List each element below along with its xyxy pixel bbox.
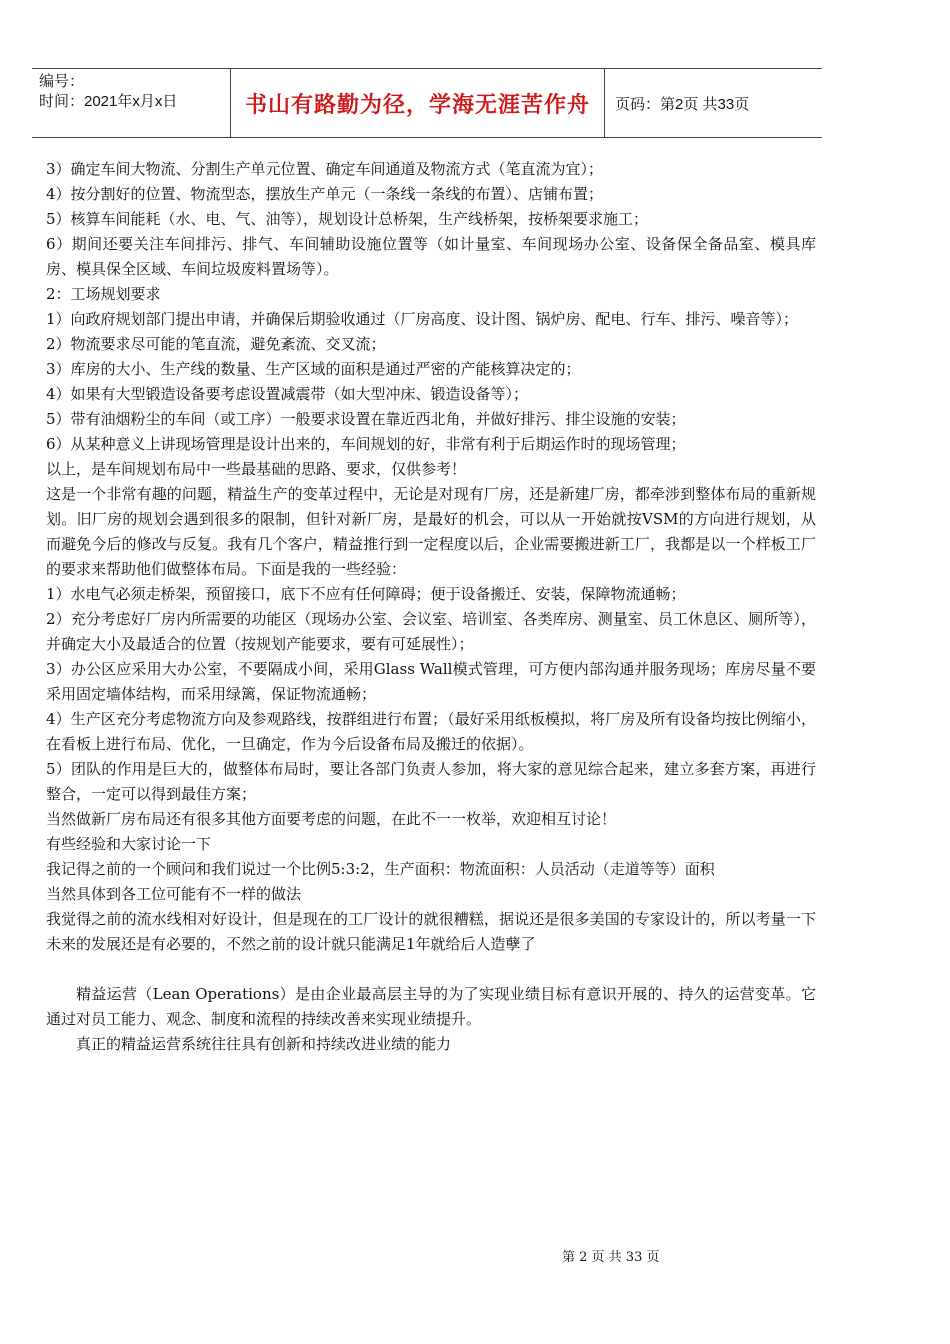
body-paragraph: 3）库房的大小、生产线的数量、生产区域的面积是通过严密的产能核算决定的； bbox=[46, 360, 581, 378]
body-paragraph: 6）期间还要关注车间排污、排气、车间辅助设施位置等（如计量室、车间现场办公室、设备保全备品室、模具库房、模具保全区域、车间垃圾废料置场等）。 bbox=[46, 235, 816, 278]
body-paragraph: 这是一个非常有趣的问题，精益生产的变革过程中，无论是对现有厂房，还是新建厂房，都牵涉到整体布局的重新规划。旧厂房的规划会遇到很多的限制，但针对新厂房，是最好的机会，可以从一开始就按VSM的方向进行规划，从而避免今后的修改与反复。我有几个客户，精益推行到一定程度以后，企业需要搬进新工厂，我都是以一个样板工厂的要求来帮助他们做整体布局。下面是我的一些经验： bbox=[46, 485, 816, 578]
section-heading: 2：工场规划要求 bbox=[46, 285, 161, 303]
document-number-label: 编号： bbox=[39, 73, 85, 90]
body-paragraph: 我记得之前的一个顾问和我们说过一个比例5:3:2，生产面积：物流面积：人员活动（走道等等）面积 bbox=[46, 860, 715, 878]
body-paragraph: 当然具体到各工位可能有不一样的做法 bbox=[46, 885, 302, 903]
body-paragraph: 有些经验和大家讨论一下 bbox=[46, 835, 212, 853]
body-paragraph: 3）办公区应采用大办公室，不要隔成小间，采用Glass Wall模式管理，可方便内部沟通并服务现场；库房尽量不要采用固定墙体结构，而采用绿篱，保证物流通畅； bbox=[46, 660, 816, 703]
document-body bbox=[46, 157, 816, 1057]
footer-page-number: 第 2 页 共 33 页 bbox=[562, 1250, 660, 1265]
body-paragraph: 2）充分考虑好厂房内所需要的功能区（现场办公室、会议室、培训室、各类库房、测量室、员工休息区、厕所等），并确定大小及最适合的位置（按规划产能要求，要有可延展性）； bbox=[46, 610, 816, 653]
body-paragraph: 1）水电气必须走桥架，预留接口，底下不应有任何障碍；便于设备搬迁、安装，保障物流通畅； bbox=[46, 585, 686, 603]
header-page-number: 页码：第2页 共33页 bbox=[615, 95, 750, 113]
body-paragraph: 以上，是车间规划布局中一些最基础的思路、要求，仅供参考！ bbox=[46, 460, 467, 478]
closing-paragraph: 真正的精益运营系统往往具有创新和持续改进业绩的能力 bbox=[76, 1035, 452, 1053]
body-paragraph: 3）确定车间大物流、分割生产单元位置、确定车间通道及物流方式（笔直流为宜）； bbox=[46, 160, 604, 178]
header-motto-cell bbox=[231, 69, 605, 137]
body-paragraph: 4）按分割好的位置、物流型态，摆放生产单元（一条线一条线的布置）、店铺布置； bbox=[46, 185, 604, 203]
body-paragraph: 当然做新厂房布局还有很多其他方面要考虑的问题，在此不一一枚举，欢迎相互讨论！ bbox=[46, 810, 617, 828]
closing-paragraph: 精益运营（Lean Operations）是由企业最高层主导的为了实现业绩目标有意识开展的、持久的运营变革。它通过对员工能力、观念、制度和流程的持续改善来实现业绩提升。 bbox=[46, 985, 816, 1028]
body-paragraph: 4）生产区充分考虑物流方向及参观路线，按群组进行布置；（最好采用纸板模拟，将厂房及所有设备均按比例缩小，在看板上进行布局、优化，一旦确定，作为今后设备布局及搬迁的依据）。 bbox=[46, 710, 816, 753]
header-meta bbox=[32, 69, 231, 137]
header-motto: 书山有路勤为径，学海无涯苦作舟 bbox=[244, 92, 590, 118]
body-paragraph: 4）如果有大型锻造设备要考虑设置减震带（如大型冲床、锻造设备等）； bbox=[46, 385, 529, 403]
body-paragraph: 5）带有油烟粉尘的车间（或工序）一般要求设置在靠近西北角，并做好排污、排尘设施的安装； bbox=[46, 410, 686, 428]
body-paragraph: 1）向政府规划部门提出申请，并确保后期验收通过（厂房高度、设计图、锅炉房、配电、行车、排污、噪音等）； bbox=[46, 310, 799, 328]
header-page-cell bbox=[605, 69, 822, 137]
body-paragraph: 我觉得之前的流水线相对好设计，但是现在的工厂设计的就很糟糕，据说还是很多美国的专家设计的，所以考量一下未来的发展还是有必要的，不然之前的设计就只能满足1年就给后人造孽了 bbox=[46, 910, 816, 953]
paragraph-spacer bbox=[46, 957, 816, 982]
body-paragraph: 5）团队的作用是巨大的，做整体布局时，要让各部门负责人参加，将大家的意见综合起来，建立多套方案，再进行整合，一定可以得到最佳方案； bbox=[46, 760, 816, 803]
body-paragraph: 2）物流要求尽可能的笔直流，避免紊流、交叉流； bbox=[46, 335, 386, 353]
body-paragraph: 6）从某种意义上讲现场管理是设计出来的，车间规划的好，非常有利于后期运作时的现场管理； bbox=[46, 435, 686, 453]
page-header bbox=[32, 68, 822, 138]
document-time-label: 时间：2021年x月x日 bbox=[39, 93, 178, 110]
body-paragraph: 5）核算车间能耗（水、电、气、油等），规划设计总桥架，生产线桥架，按桥架要求施工； bbox=[46, 210, 649, 228]
